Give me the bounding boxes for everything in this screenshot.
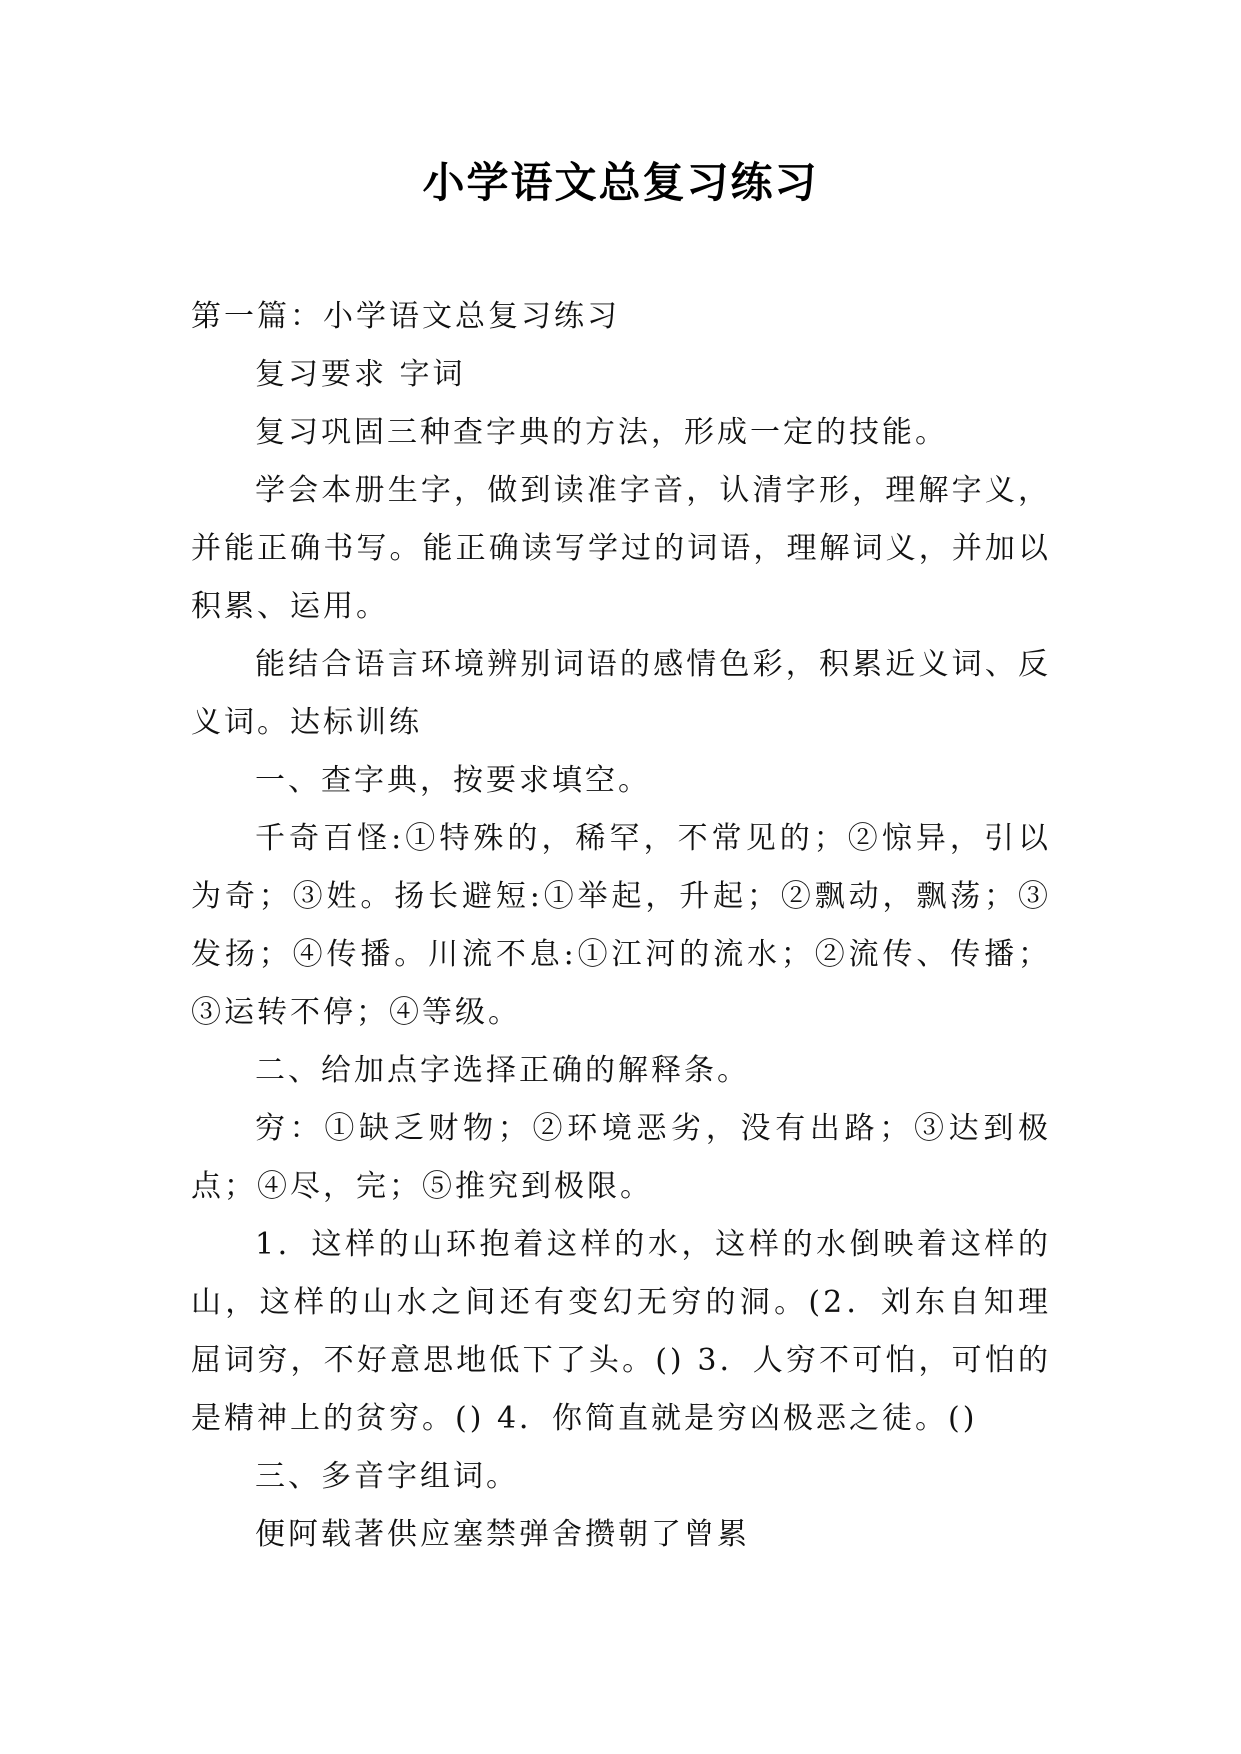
paragraph-new-characters: 学会本册生字，做到读准字音，认清字形，理解字义，并能正确书写。能正确读写学过的词语，理解词义，并加以积累、运用。 bbox=[191, 473, 1051, 624]
document-body bbox=[191, 288, 1051, 1564]
exercise-three-heading: 三、多音字组词。 bbox=[255, 1459, 519, 1494]
paragraph-dictionary-methods: 复习巩固三种查字典的方法，形成一定的技能。 bbox=[255, 415, 948, 450]
document-title: 小学语文总复习练习 bbox=[422, 158, 819, 207]
exercise-two-definitions: 穷：①缺乏财物；②环境恶劣，没有出路；③达到极点；④尽，完；⑤推究到极限。 bbox=[191, 1111, 1051, 1204]
exercise-two-heading: 二、给加点字选择正确的解释条。 bbox=[255, 1053, 750, 1088]
section-heading: 第一篇：小学语文总复习练习 bbox=[191, 299, 620, 334]
review-requirements: 复习要求 字词 bbox=[255, 357, 466, 392]
exercise-three-characters: 便阿载著供应塞禁弹舍攒朝了曾累 bbox=[255, 1517, 750, 1552]
exercise-one-content: 千奇百怪:①特殊的，稀罕，不常见的；②惊异，引以为奇；③姓。扬长避短:①举起，升起；②飘动，飘荡；③发扬；④传播。川流不息:①江河的流水；②流传、传播；③运转不停；④等级。 bbox=[191, 821, 1051, 1030]
exercise-one-heading: 一、查字典，按要求填空。 bbox=[255, 763, 651, 798]
paragraph-word-emotion: 能结合语言环境辨别词语的感情色彩，积累近义词、反义词。达标训练 bbox=[191, 647, 1051, 740]
exercise-two-sentences: 1．这样的山环抱着这样的水，这样的水倒映着这样的山，这样的山水之间还有变幻无穷的洞。(2．刘东自知理屈词穷，不好意思地低下了头。() 3．人穷不可怕，可怕的是精神上的贫穷。() 4．你简直就是穷凶极恶之徒。() bbox=[191, 1227, 1051, 1436]
